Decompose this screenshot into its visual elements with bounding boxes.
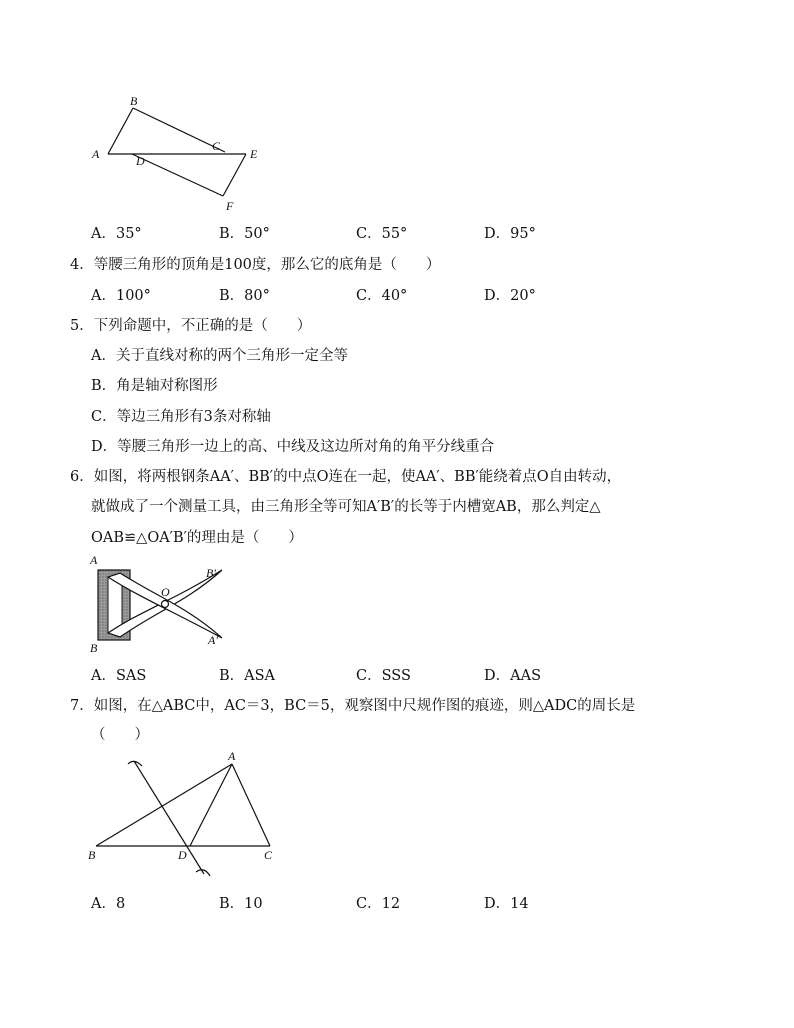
q3-figure <box>80 88 280 218</box>
q6-stem-line1: 6．如图，将两根钢条AA′、BB′的中点O连在一起，使AA′、BB′能绕着点O自由转动， <box>70 469 622 485</box>
q5-option-c[interactable]: C．等边三角形有3条对称轴 <box>91 409 271 425</box>
q5-option-d[interactable]: D．等腰三角形一边上的高、中线及这边所对角的角平分线重合 <box>91 439 495 455</box>
segment-ef <box>223 154 246 196</box>
q5-option-b[interactable]: B．角是轴对称图形 <box>91 378 218 394</box>
q4-stem: 4．等腰三角形的顶角是100度，那么它的底角是（ ） <box>70 257 441 273</box>
segment-ac <box>232 764 270 846</box>
label-d: D <box>178 848 187 862</box>
q4-option-b[interactable]: B．80° <box>219 288 270 304</box>
q7-stem-line1: 7．如图，在△ABC中，AC＝3，BC＝5，观察图中尺规作图的痕迹，则△ADC的周长是 <box>70 698 636 714</box>
label-a: A <box>92 147 100 161</box>
q6-option-a[interactable]: A．SAS <box>91 668 147 684</box>
q4-option-d[interactable]: D．20° <box>484 288 536 304</box>
label-b: B <box>130 94 138 108</box>
label-d: D <box>136 154 145 168</box>
pivot-o <box>162 601 169 608</box>
q4-option-c[interactable]: C．40° <box>356 288 408 304</box>
q7-option-a[interactable]: A．8 <box>91 896 126 912</box>
q5-stem: 5．下列命题中，不正确的是（ ） <box>70 318 312 334</box>
label-a-prime: A′ <box>208 633 218 647</box>
q5-option-a[interactable]: A．关于直线对称的两个三角形一定全等 <box>91 348 348 364</box>
q3-option-d[interactable]: D．95° <box>484 226 536 242</box>
q7-figure <box>84 748 284 884</box>
q7-stem-line2: （ ） <box>91 727 149 743</box>
label-a: A <box>90 553 98 567</box>
label-a: A <box>228 749 236 763</box>
q6-option-d[interactable]: D．AAS <box>484 668 542 684</box>
label-e: E <box>250 147 258 161</box>
q6-figure <box>84 552 244 656</box>
q3-option-a[interactable]: A．35° <box>91 226 142 242</box>
q7-option-b[interactable]: B．10 <box>219 896 263 912</box>
label-b-prime: B′ <box>206 566 216 580</box>
q6-option-b[interactable]: B．ASA <box>219 668 276 684</box>
inner-slot <box>108 577 122 633</box>
q6-option-c[interactable]: C．SSS <box>356 668 411 684</box>
label-b: B <box>90 641 98 655</box>
label-c: C <box>264 848 273 862</box>
q6-stem-line3: OAB≌△OA′B′的理由是（ ） <box>91 530 303 546</box>
label-f: F <box>226 199 234 213</box>
q6-stem-line2: 就做成了一个测量工具，由三角形全等可知A′B′的长等于内槽宽AB，那么判定△ <box>91 499 601 515</box>
q3-option-c[interactable]: C．55° <box>356 226 408 242</box>
perpendicular-bisector <box>134 761 204 874</box>
segment-df <box>132 154 223 196</box>
label-c: C <box>212 139 221 153</box>
q7-option-d[interactable]: D．14 <box>484 896 529 912</box>
q3-option-b[interactable]: B．50° <box>219 226 270 242</box>
label-o: O <box>161 585 170 599</box>
q4-option-a[interactable]: A．100° <box>91 288 151 304</box>
label-b: B <box>88 848 96 862</box>
segment-ab <box>108 108 133 154</box>
q7-option-c[interactable]: C．12 <box>356 896 401 912</box>
